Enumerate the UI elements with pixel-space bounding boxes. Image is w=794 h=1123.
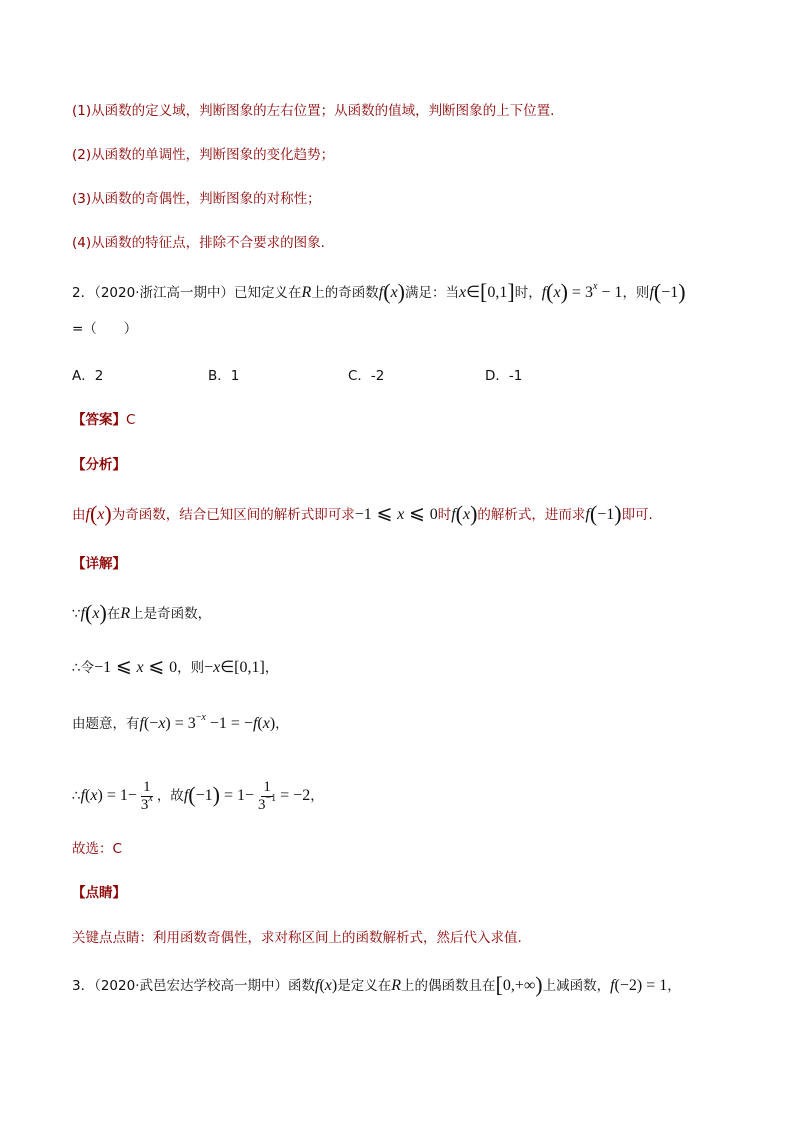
detail-part: ， <box>310 788 324 804</box>
q2-text: 时， <box>514 285 542 301</box>
analysis-part: 时 <box>437 507 452 523</box>
question-source: （2020·浙江高一期中） <box>94 285 234 301</box>
detail-part: ∴ <box>72 788 81 804</box>
detail-part: ∴令 <box>72 660 95 676</box>
answer-line <box>72 410 135 430</box>
comment-text: 关键点点睛：利用函数奇偶性，求对称区间上的函数解析式，然后代入求值. <box>72 930 522 946</box>
answer-value: C <box>126 412 136 428</box>
math-neg-x-in: −x∈[0,1] <box>204 659 265 676</box>
math-fx: f(x) <box>315 977 338 994</box>
math-interval: [0,+∞) <box>495 972 543 997</box>
math-x-in-interval: x∈[0,1] <box>459 279 515 304</box>
detail-part: ∵ <box>72 606 81 622</box>
math-fx: f(x) <box>451 501 478 526</box>
math-fx: f(x) <box>378 279 405 304</box>
analysis-part: 的解析式，进而求 <box>477 507 586 523</box>
question-3-stem <box>72 972 681 997</box>
q2-text: ，则 <box>622 285 650 301</box>
detail-line-2 <box>72 657 278 678</box>
q3-text: ， <box>667 978 681 994</box>
option-a[interactable]: A．2 <box>72 368 104 384</box>
detail-part: 由题意，有 <box>72 716 140 732</box>
math-f-neg2: f(−2) = 1 <box>610 977 668 994</box>
math-fx-expression: f(x) = 1− $\frac{1}{3^x}$ <box>80 778 153 813</box>
analysis-part: 即可. <box>621 507 653 523</box>
math-fx: f(x) <box>85 501 112 526</box>
detail-line-1 <box>72 600 212 625</box>
analysis-part: 为奇函数，结合已知区间的解析式即可求 <box>111 507 355 523</box>
question-number: 3． <box>72 978 95 994</box>
question-source: （2020·武邑宏达学校高一期中） <box>94 978 288 994</box>
detail-part: ，故 <box>156 788 184 804</box>
math-f-neg1-value: f(−1) = 1− $\frac{1}{3^{-1}}$ = −2 <box>183 778 311 813</box>
detail-part: 在 <box>106 606 121 622</box>
set-R: R <box>301 284 312 301</box>
math-fx: f(x) <box>80 600 107 625</box>
detail-part: ， <box>275 716 289 732</box>
comment-tag: 【点睛】 <box>72 885 126 901</box>
option-b[interactable]: B．1 <box>208 368 240 384</box>
math-range: −1 ⩽ x ⩽ 0 <box>94 656 178 677</box>
question-2-stem <box>72 279 686 304</box>
option-c[interactable]: C．-2 <box>348 368 385 384</box>
q3-text: 是定义在 <box>337 978 392 994</box>
detail-part: ， <box>264 660 279 676</box>
q3-text: 函数 <box>288 978 315 994</box>
choose-line: 故选：C <box>72 841 122 857</box>
answer-blank: =（ ） <box>72 321 138 337</box>
detail-part: ，则 <box>177 660 205 676</box>
analysis-part: 由 <box>72 507 86 523</box>
q2-text: 满足：当 <box>405 285 459 301</box>
q3-text: 上减函数， <box>542 978 611 994</box>
q3-text: 上的偶函数且在 <box>401 978 496 994</box>
detail-tag: 【详解】 <box>72 556 126 572</box>
math-odd-equation: $f(-x) = 3^{-x} -1 = -f(x)$ <box>139 712 276 732</box>
q2-text: 已知定义在 <box>234 285 302 301</box>
set-R: R <box>120 605 131 622</box>
options-row <box>72 366 572 386</box>
math-f-neg1: f(−1) <box>649 279 686 304</box>
analysis-tag: 【分析】 <box>72 457 126 473</box>
q2-text: 上的奇函数 <box>311 285 379 301</box>
tip-3: (3)从函数的奇偶性，判断图象的对称性； <box>72 191 321 207</box>
tip-1: (1)从函数的定义域，判断图象的左右位置；从函数的值域，判断图象的上下位置. <box>72 103 555 119</box>
analysis-text <box>72 501 653 526</box>
tip-4: (4)从函数的特征点，排除不合要求的图象. <box>72 235 325 251</box>
detail-line-4 <box>72 778 324 814</box>
detail-line-3 <box>72 714 289 734</box>
math-f-neg1: f(−1) <box>585 501 622 526</box>
answer-tag: 【答案】 <box>72 412 126 428</box>
math-fx-def: $f(x) = 3^x - 1$ <box>541 279 623 304</box>
set-R: R <box>391 977 401 994</box>
tip-2: (2)从函数的单调性，判断图象的变化趋势； <box>72 147 335 163</box>
detail-part: 上是奇函数， <box>130 606 212 622</box>
math-range: −1 ⩽ x ⩽ 0 <box>354 503 438 524</box>
question-number: 2． <box>72 285 95 301</box>
option-d[interactable]: D．-1 <box>485 368 523 384</box>
